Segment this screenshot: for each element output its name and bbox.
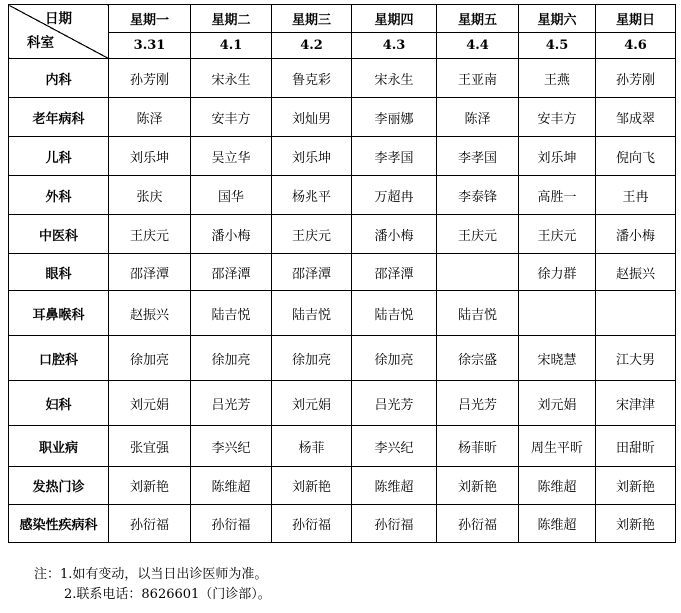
date-header: 4.5: [519, 33, 596, 59]
doctor-cell: 徐加亮: [272, 336, 352, 381]
doctor-cell: 宋永生: [191, 59, 272, 98]
doctor-cell: 邵泽潭: [352, 254, 437, 291]
department-cell: 儿科: [9, 137, 109, 176]
doctor-cell: 陈维超: [191, 467, 272, 505]
schedule-row: [9, 381, 676, 426]
doctor-cell: 潘小梅: [596, 215, 676, 254]
schedule-row: [9, 59, 676, 98]
day-header: 星期四: [352, 5, 437, 33]
notes: [34, 565, 271, 605]
doctor-cell: 张宜强: [109, 426, 191, 467]
doctor-cell: 吕光芳: [352, 381, 437, 426]
department-cell: 发热门诊: [9, 467, 109, 505]
schedule-row: [9, 336, 676, 381]
doctor-cell: 孙衍福: [272, 505, 352, 543]
doctor-cell: 张庆: [109, 176, 191, 215]
doctor-cell: 吕光芳: [437, 381, 519, 426]
schedule-row: [9, 254, 676, 291]
doctor-cell: 王燕: [519, 59, 596, 98]
department-cell: 耳鼻喉科: [9, 291, 109, 336]
doctor-cell: 刘元娟: [519, 381, 596, 426]
doctor-cell: 安丰方: [191, 98, 272, 137]
doctor-cell: 王亚南: [437, 59, 519, 98]
doctor-cell: 邵泽潭: [191, 254, 272, 291]
doctor-cell: 孙衍福: [437, 505, 519, 543]
doctor-cell: 李兴纪: [191, 426, 272, 467]
doctor-cell: 邹成翠: [596, 98, 676, 137]
doctor-cell: 江大男: [596, 336, 676, 381]
doctor-cell: [437, 254, 519, 291]
doctor-cell: 徐加亮: [109, 336, 191, 381]
doctor-cell: 王庆元: [109, 215, 191, 254]
department-cell: 眼科: [9, 254, 109, 291]
doctor-cell: 王庆元: [437, 215, 519, 254]
doctor-cell: 王庆元: [519, 215, 596, 254]
doctor-cell: 刘元娟: [272, 381, 352, 426]
doctor-cell: 陈维超: [519, 467, 596, 505]
schedule-row: [9, 467, 676, 505]
doctor-cell: 陆吉悦: [272, 291, 352, 336]
doctor-cell: 孙芳刚: [109, 59, 191, 98]
day-header: 星期日: [596, 5, 676, 33]
doctor-cell: 李兴纪: [352, 426, 437, 467]
duty-schedule-table: [8, 4, 676, 543]
doctor-cell: 刘元娟: [109, 381, 191, 426]
department-cell: 老年病科: [9, 98, 109, 137]
date-header: 4.4: [437, 33, 519, 59]
doctor-cell: 徐加亮: [352, 336, 437, 381]
doctor-cell: [519, 291, 596, 336]
doctor-cell: 陈泽: [109, 98, 191, 137]
schedule-row: [9, 505, 676, 543]
doctor-cell: 刘新艳: [272, 467, 352, 505]
department-cell: 职业病: [9, 426, 109, 467]
day-header: 星期三: [272, 5, 352, 33]
doctor-cell: 邵泽潭: [272, 254, 352, 291]
doctor-cell: 杨菲: [272, 426, 352, 467]
doctor-cell: 徐力群: [519, 254, 596, 291]
doctor-cell: 鲁克彩: [272, 59, 352, 98]
doctor-cell: 宋晓慧: [519, 336, 596, 381]
schedule-row: [9, 176, 676, 215]
doctor-cell: 陈泽: [437, 98, 519, 137]
day-header: 星期二: [191, 5, 272, 33]
date-header: 4.1: [191, 33, 272, 59]
day-header: 星期五: [437, 5, 519, 33]
doctor-cell: 李丽娜: [352, 98, 437, 137]
doctor-cell: 国华: [191, 176, 272, 215]
doctor-cell: 徐宗盛: [437, 336, 519, 381]
doctor-cell: 孙芳刚: [596, 59, 676, 98]
doctor-cell: 赵振兴: [596, 254, 676, 291]
date-header: 4.3: [352, 33, 437, 59]
schedule-row: [9, 426, 676, 467]
corner-date-label: 日期: [45, 11, 72, 27]
doctor-cell: 孙衍福: [191, 505, 272, 543]
doctor-cell: 万超冉: [352, 176, 437, 215]
doctor-cell: 宋津津: [596, 381, 676, 426]
doctor-cell: 刘新艳: [437, 467, 519, 505]
doctor-cell: 吕光芳: [191, 381, 272, 426]
date-header: 3.31: [109, 33, 191, 59]
doctor-cell: 陆吉悦: [191, 291, 272, 336]
doctor-cell: 刘乐坤: [272, 137, 352, 176]
schedule-row: [9, 215, 676, 254]
doctor-cell: 倪向飞: [596, 137, 676, 176]
doctor-cell: 安丰方: [519, 98, 596, 137]
corner-cell: [9, 5, 109, 59]
doctor-cell: 孙衍福: [109, 505, 191, 543]
doctor-cell: 田甜昕: [596, 426, 676, 467]
day-header: 星期一: [109, 5, 191, 33]
doctor-cell: 杨兆平: [272, 176, 352, 215]
corner-dept-label: 科室: [27, 35, 54, 51]
doctor-cell: 宋永生: [352, 59, 437, 98]
doctor-cell: 徐加亮: [191, 336, 272, 381]
note-line-1: 注：1.如有变动，以当日出诊医师为准。: [34, 567, 268, 582]
doctor-cell: 邵泽潭: [109, 254, 191, 291]
department-cell: 内科: [9, 59, 109, 98]
doctor-cell: 赵振兴: [109, 291, 191, 336]
department-cell: 中医科: [9, 215, 109, 254]
doctor-cell: 李孝国: [437, 137, 519, 176]
doctor-cell: 王冉: [596, 176, 676, 215]
schedule-body: [9, 5, 676, 543]
doctor-cell: 王庆元: [272, 215, 352, 254]
doctor-cell: 周生平昕: [519, 426, 596, 467]
doctor-cell: 孙衍福: [352, 505, 437, 543]
doctor-cell: 陆吉悦: [437, 291, 519, 336]
department-cell: 外科: [9, 176, 109, 215]
doctor-cell: 刘乐坤: [109, 137, 191, 176]
department-cell: 感染性疾病科: [9, 505, 109, 543]
date-header: 4.2: [272, 33, 352, 59]
department-cell: 妇科: [9, 381, 109, 426]
doctor-cell: 刘乐坤: [519, 137, 596, 176]
doctor-cell: 李孝国: [352, 137, 437, 176]
schedule-row: [9, 98, 676, 137]
doctor-cell: 杨菲昕: [437, 426, 519, 467]
doctor-cell: 高胜一: [519, 176, 596, 215]
doctor-cell: 刘新艳: [596, 505, 676, 543]
doctor-cell: 刘灿男: [272, 98, 352, 137]
doctor-cell: 李泰锋: [437, 176, 519, 215]
doctor-cell: 刘新艳: [109, 467, 191, 505]
doctor-cell: 陆吉悦: [352, 291, 437, 336]
doctor-cell: 刘新艳: [596, 467, 676, 505]
doctor-cell: 潘小梅: [352, 215, 437, 254]
doctor-cell: [596, 291, 676, 336]
note-line-2: 2.联系电话：8626601（门诊部）。: [64, 587, 271, 602]
schedule-row: [9, 137, 676, 176]
doctor-cell: 陈维超: [519, 505, 596, 543]
header-row-days: [9, 5, 676, 33]
doctor-cell: 吴立华: [191, 137, 272, 176]
day-header: 星期六: [519, 5, 596, 33]
date-header: 4.6: [596, 33, 676, 59]
schedule-row: [9, 291, 676, 336]
doctor-cell: 潘小梅: [191, 215, 272, 254]
header-row-dates: [9, 33, 676, 59]
doctor-cell: 陈维超: [352, 467, 437, 505]
department-cell: 口腔科: [9, 336, 109, 381]
